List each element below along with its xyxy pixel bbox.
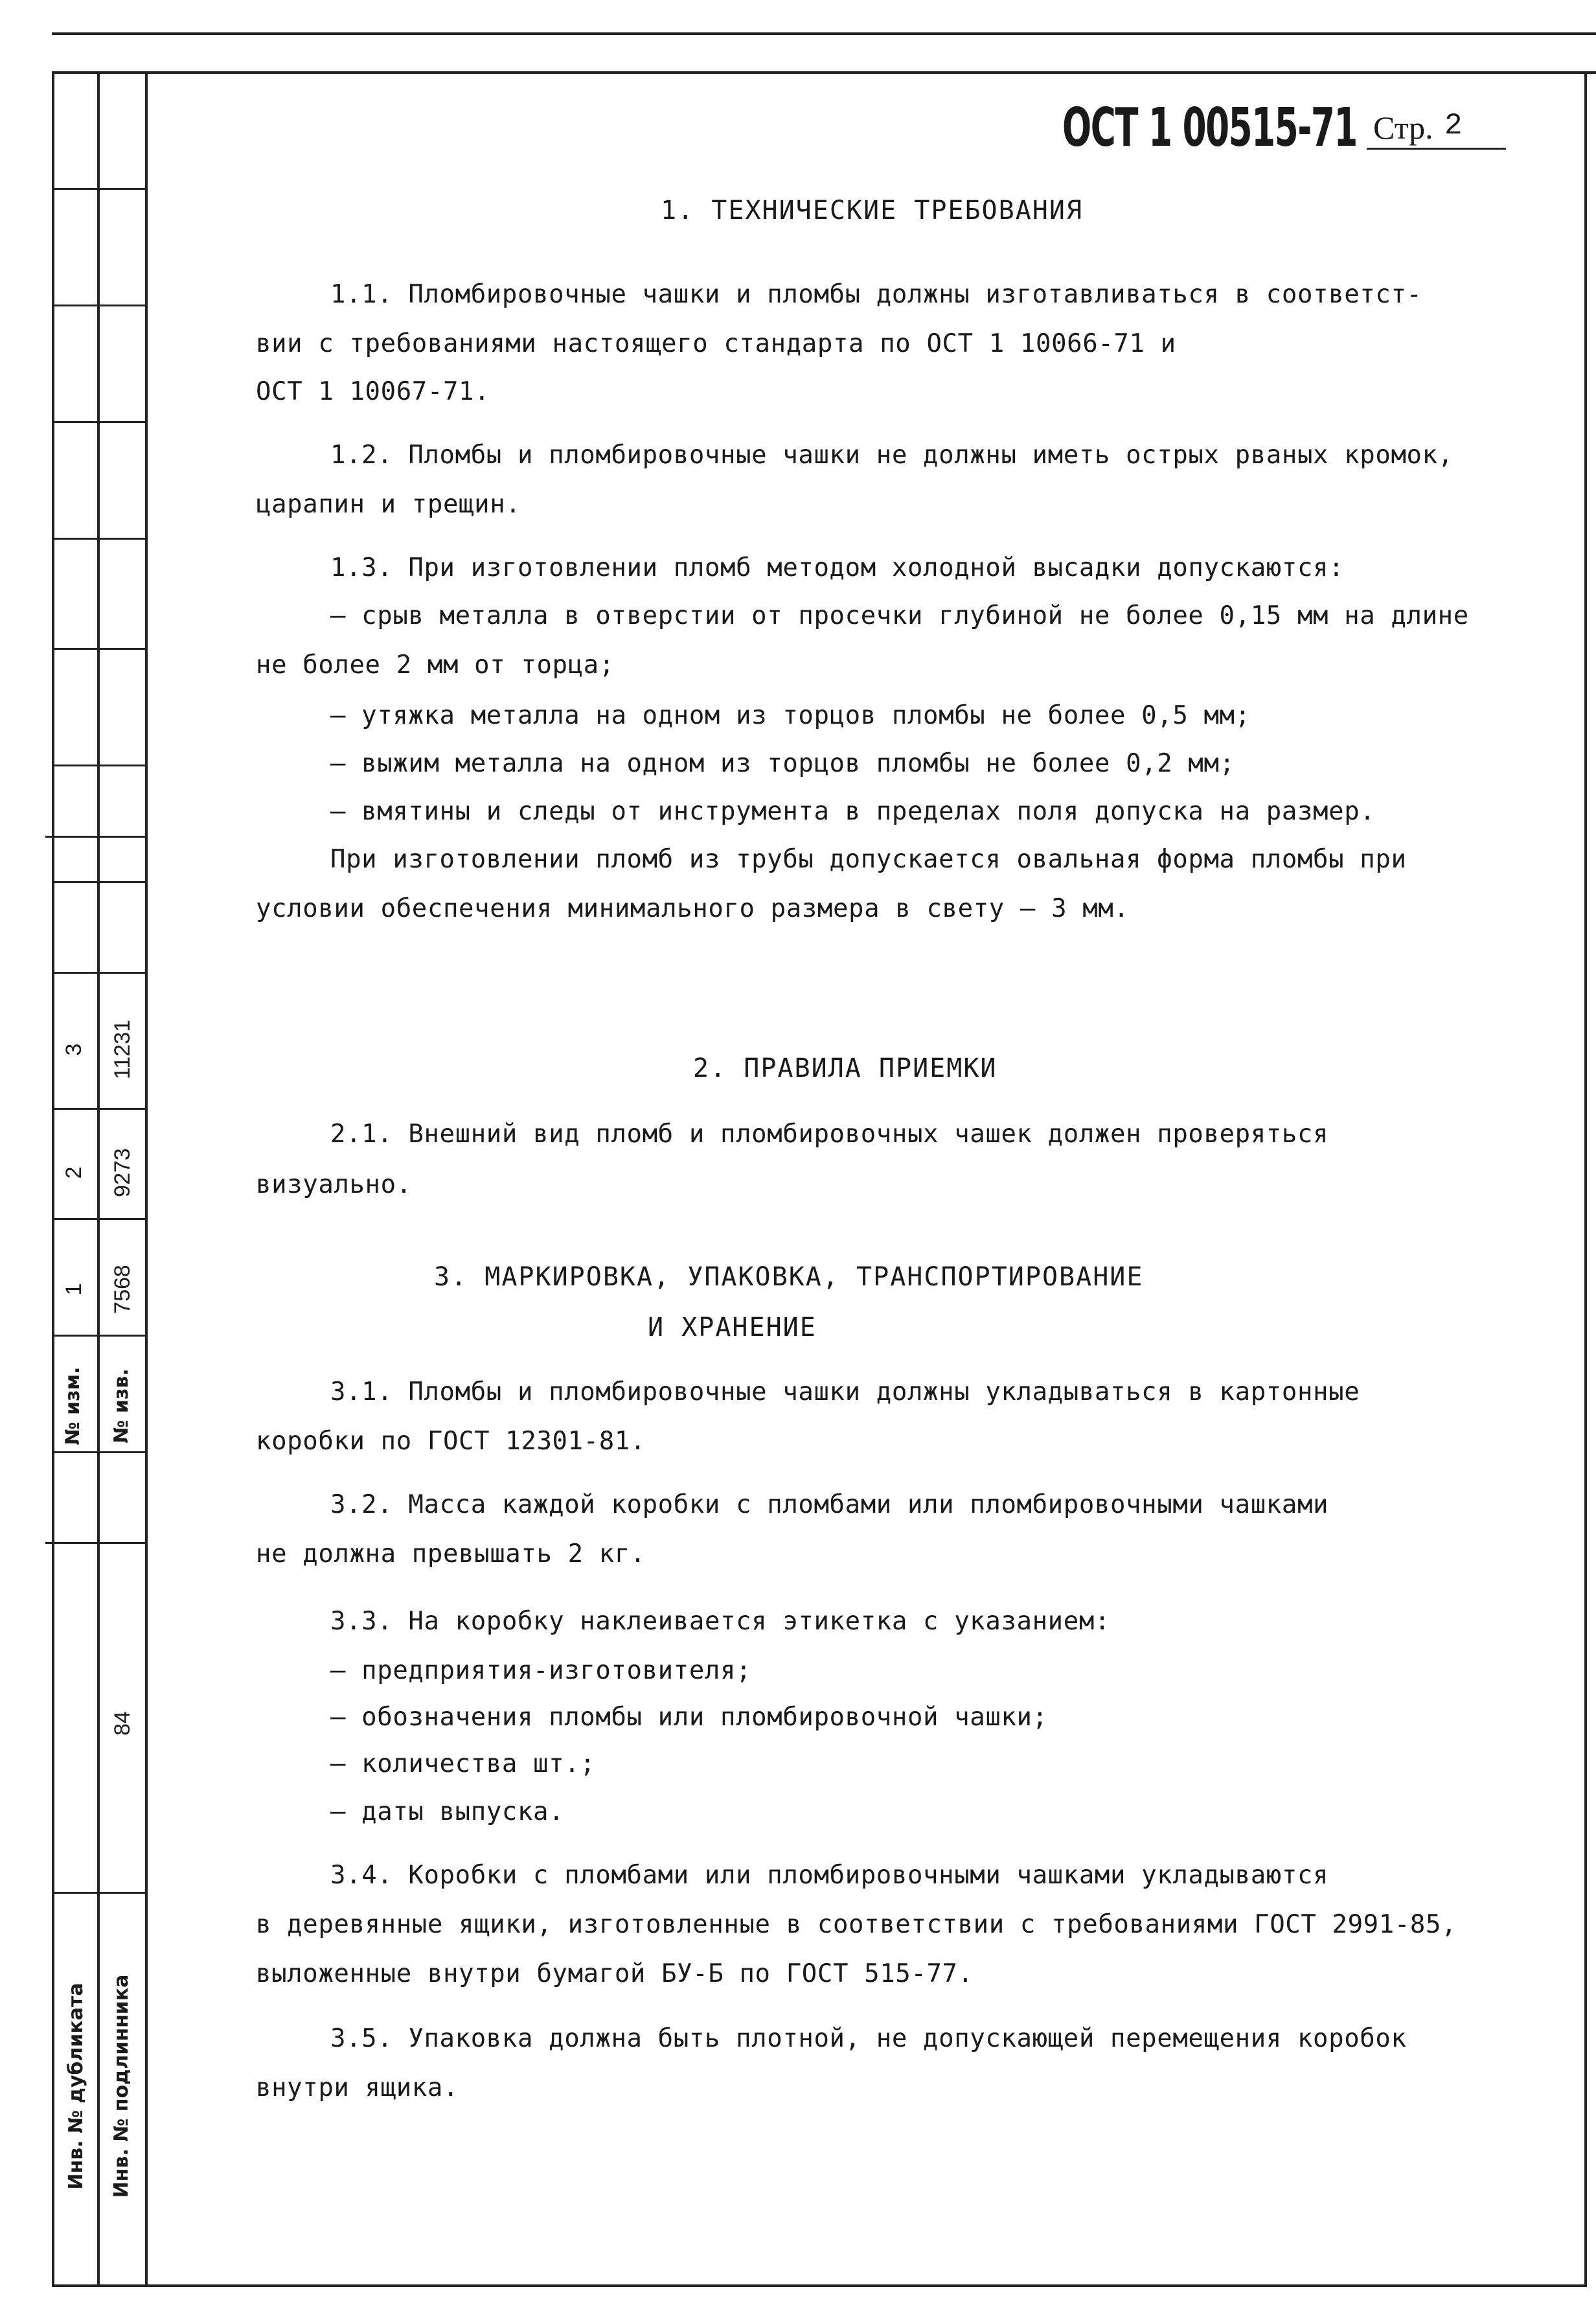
margin-line <box>52 188 146 190</box>
margin-line <box>52 1335 146 1337</box>
text-line: внутри ящика. <box>256 2073 459 2102</box>
doc-number-9273: 9273 <box>110 1148 135 1197</box>
dup-label: Инв. № дубликата <box>65 1983 87 2190</box>
text-line: – предприятия-изготовителя; <box>330 1656 752 1685</box>
section-1-title: 1. ТЕХНИЧЕСКИЕ ТРЕБОВАНИЯ <box>661 196 1084 225</box>
document-code: ОСТ 1 00515-71 <box>1062 97 1357 159</box>
text-line: 3.1. Пломбы и пломбировочные чашки должны укладываться в картонные <box>330 1377 1360 1407</box>
text-line: в деревянные ящики, изготовленные в соответствии с требованиями ГОСТ 2991-85, <box>256 1910 1457 1939</box>
margin-line <box>52 1451 146 1453</box>
text-line: визуально. <box>256 1170 412 1199</box>
margin-line <box>52 1218 146 1220</box>
text-line: – выжим металла на одном из торцов пломбы не более 0,2 мм; <box>330 749 1235 778</box>
text-line: 3.3. На коробку наклеивается этикетка с указанием: <box>330 1607 1110 1636</box>
text-line: – срыв металла в отверстии от просечки глубиной не более 0,15 мм на длине <box>330 601 1469 630</box>
top-border <box>52 32 1596 35</box>
section-3-title-line2: И ХРАНЕНИЕ <box>648 1313 817 1342</box>
margin-line <box>52 538 146 540</box>
change-label: № изм. <box>62 1366 84 1445</box>
text-line: 3.4. Коробки с пломбами или пломбировочными чашками укладываются <box>330 1861 1329 1890</box>
text-line: – даты выпуска. <box>330 1797 565 1826</box>
text-line: не должна превышать 2 кг. <box>256 1539 646 1569</box>
orig-label: Инв. № подлинника <box>110 1974 133 2198</box>
text-line: выложенные внутри бумагой БУ-Б по ГОСТ 515-77. <box>256 1959 974 1988</box>
margin-line <box>52 1108 146 1110</box>
section-2-title: 2. ПРАВИЛА ПРИЕМКИ <box>693 1053 998 1083</box>
subscriber-value: 84 <box>110 1711 135 1736</box>
page-label: Стр. <box>1373 109 1433 146</box>
text-line: 3.5. Упаковка должна быть плотной, не допускающей перемещения коробок <box>330 2024 1407 2053</box>
text-line: коробки по ГОСТ 12301-81. <box>256 1427 646 1456</box>
margin-line <box>45 836 146 838</box>
text-line: – обозначения пломбы или пломбировочной чашки; <box>330 1703 1048 1732</box>
frame-left <box>52 71 54 2287</box>
text-line: – утяжка металла на одном из торцов пломбы не более 0,5 мм; <box>330 701 1251 730</box>
change-number-1: 1 <box>62 1283 86 1296</box>
margin-line <box>52 648 146 650</box>
text-line: ОСТ 1 10067-71. <box>256 377 490 406</box>
text-line: 1.3. При изготовлении пломб методом холодной высадки допускаются: <box>330 553 1345 582</box>
margin-line <box>52 881 146 883</box>
margin-line <box>52 972 146 974</box>
margin-line <box>52 765 146 766</box>
text-line: не более 2 мм от торца; <box>256 650 615 680</box>
change-number-3: 3 <box>62 1043 86 1056</box>
text-line: – вмятины и следы от инструмента в пределах поля допуска на размер. <box>330 797 1376 826</box>
frame-top <box>52 71 1596 74</box>
frame-bottom <box>52 2284 1587 2287</box>
doc-label: № изв. <box>110 1368 133 1443</box>
frame-right <box>1584 71 1587 2287</box>
margin-line <box>52 305 146 306</box>
doc-number-7568: 7568 <box>110 1265 135 1314</box>
frame-margin-divider <box>97 71 100 2287</box>
text-line: вии с требованиями настоящего стандарта по ОСТ 1 10066-71 и <box>256 329 1176 358</box>
doc-number-11231: 11231 <box>110 1019 135 1080</box>
text-line: 2.1. Внешний вид пломб и пломбировочных чашек должен проверяться <box>330 1120 1329 1149</box>
text-line: При изготовлении пломб из трубы допускается овальная форма пломбы при <box>330 845 1407 874</box>
frame-inner-left <box>145 71 148 2287</box>
text-line: 1.2. Пломбы и пломбировочные чашки не должны иметь острых рваных кромок, <box>330 441 1454 470</box>
text-line: условии обеспечения минимального размера в свету – 3 мм. <box>256 894 1130 923</box>
margin-line <box>52 421 146 423</box>
text-line: 1.1. Пломбировочные чашки и пломбы должны изготавливаться в соответст- <box>330 280 1422 309</box>
text-line: 3.2. Масса каждой коробки с пломбами или пломбировочными чашками <box>330 1490 1329 1519</box>
change-number-2: 2 <box>62 1166 86 1179</box>
margin-line <box>45 1542 146 1544</box>
section-3-title: 3. МАРКИРОВКА, УПАКОВКА, ТРАНСПОРТИРОВАНИЕ <box>434 1262 1144 1292</box>
text-line: – количества шт.; <box>330 1749 596 1778</box>
text-line: царапин и трещин. <box>256 490 521 519</box>
margin-line <box>52 1892 146 1894</box>
header-underline <box>1367 148 1506 150</box>
page-number: 2 <box>1444 109 1463 143</box>
